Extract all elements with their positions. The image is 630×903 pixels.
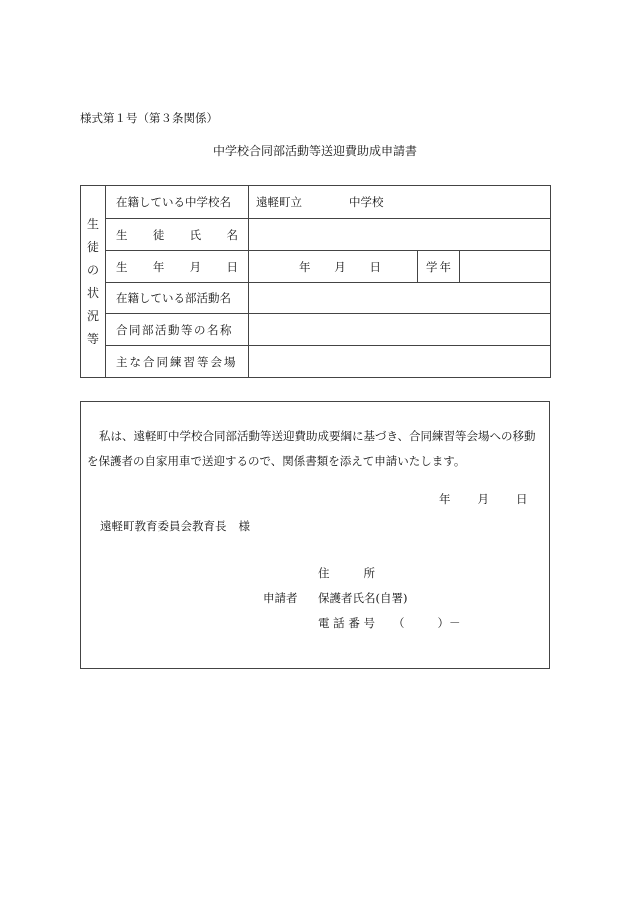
student-info-table [80, 185, 551, 378]
club-label: 在籍している部活動名 [106, 283, 249, 314]
addressee: 遠軽町教育委員会教育長 様 [100, 519, 250, 533]
club-field[interactable] [249, 283, 551, 314]
student-name-field[interactable] [249, 219, 551, 251]
birth-date-field[interactable]: 年 月 日 [299, 259, 381, 274]
application-box [80, 401, 550, 669]
birth-date-label: 生 年 月 日 [106, 251, 249, 283]
guardian-name-label: 保護者氏名(自署) [318, 590, 408, 605]
form-title: 中学校合同部活動等送迎費助成申請書 [212, 144, 417, 158]
student-status-side-label: 生 徒 の 状 況 等 [81, 186, 106, 378]
grade-label: 学 年 [417, 251, 460, 282]
form-number: 様式第１号（第３条関係） [80, 111, 218, 125]
joint-club-field[interactable] [249, 314, 551, 346]
student-name-label: 生 徒 氏 名 [106, 219, 249, 251]
birth-grade-cell [249, 251, 551, 283]
venue-label: 主な合同練習等会場 [106, 346, 249, 378]
joint-club-label: 合同部活動等の名称 [106, 314, 249, 346]
school-name-field[interactable] [249, 186, 551, 219]
phone-field[interactable]: （ ）－ [393, 615, 461, 630]
address-label: 住 所 [318, 565, 375, 580]
school-suffix: 中学校 [349, 195, 384, 209]
application-date-field[interactable]: 年 月 日 [439, 492, 528, 506]
applicant-role-label: 申請者 [263, 590, 298, 605]
school-name-label: 在籍している中学校名 [106, 186, 249, 219]
phone-label: 電 話 番 号 [318, 615, 375, 630]
venue-field[interactable] [249, 346, 551, 378]
applicant-block [263, 560, 461, 635]
application-statement: 私は、遠軽町中学校合同部活動等送迎費助成要綱に基づき、合同練習等会場への移動 を保護者の自家用車で送迎するので、関係書類を添えて申請いたします。 [87, 429, 536, 468]
school-town-prefix: 遠軽町立 [256, 195, 302, 209]
